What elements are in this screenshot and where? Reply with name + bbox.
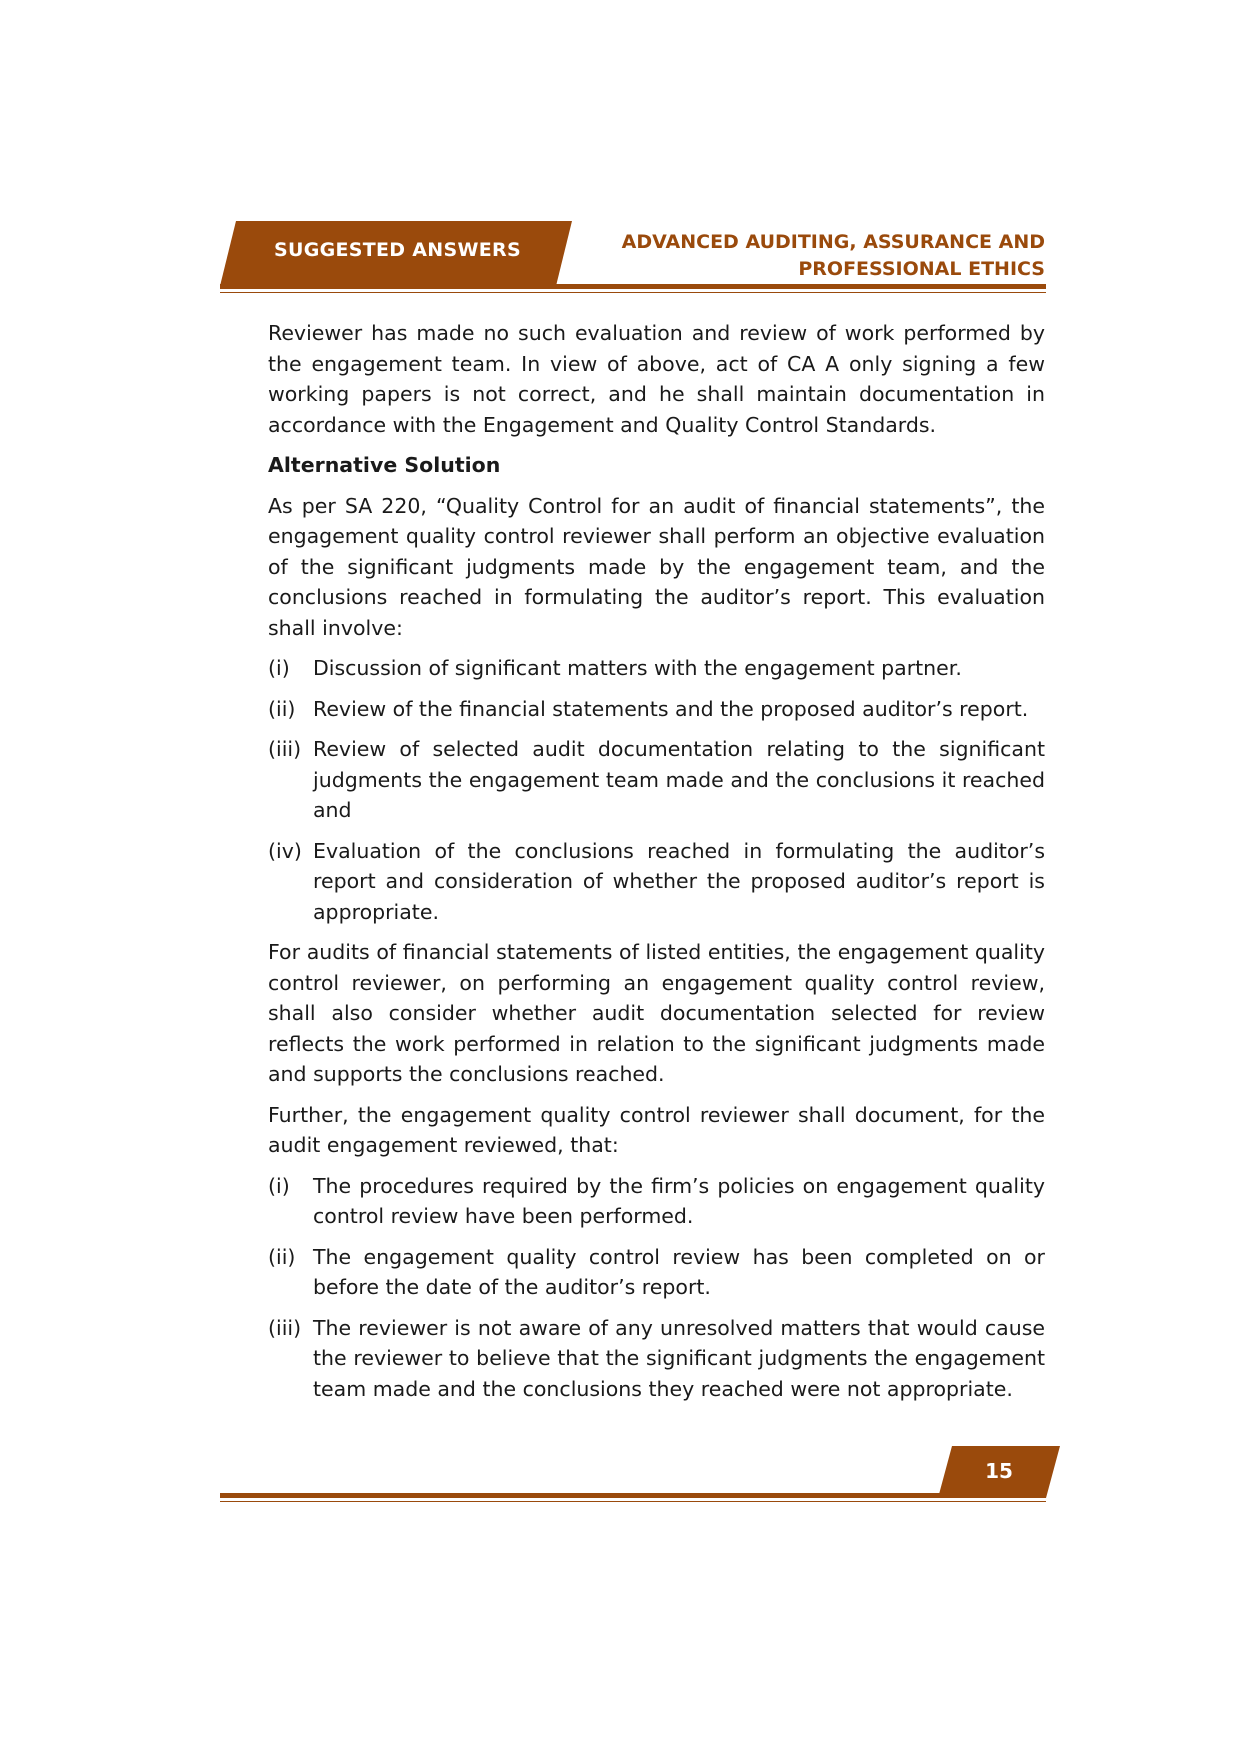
header-tab-label: SUGGESTED ANSWERS: [274, 239, 521, 261]
list-text: The engagement quality control review has been completed on or before the date of the auditor’s report.: [313, 1244, 1045, 1299]
list-text: Discussion of significant matters with the engagement partner.: [313, 656, 962, 680]
list-text: The procedures required by the firm’s policies on engagement quality control review have been performed.: [313, 1173, 1045, 1228]
list-number: (i): [268, 1173, 290, 1198]
list-item: [268, 836, 1045, 928]
list-text: The reviewer is not aware of any unresolved matters that would cause the reviewer to believe that the significant judgments the engagement team made and the conclusions they reached were not appropriate.: [313, 1315, 1045, 1401]
list-number: (i): [268, 656, 290, 680]
list-number: (iv): [268, 838, 302, 863]
page-content: [268, 318, 1045, 1414]
footer-rule-thin: [220, 1501, 1046, 1502]
list-number: (iii): [268, 1315, 302, 1340]
section-heading: Alternative Solution: [268, 453, 501, 477]
page-number: 15: [985, 1459, 1013, 1483]
evaluation-list: [268, 653, 1045, 927]
documentation-list: [268, 1171, 1045, 1405]
list-item: [268, 1242, 1045, 1303]
header-title: [622, 229, 1045, 283]
list-number: (iii): [268, 737, 302, 761]
paragraph-1: Reviewer has made no such evaluation and review of work performed by the engagement team. In view of above, act of CA A only signing a few working papers is not correct, and he shall maintain documentation in accordance with the Engagement and Quality Control Standards.: [268, 321, 1045, 437]
paragraph-2: As per SA 220, “Quality Control for an audit of financial statements”, the engagement quality control reviewer shall perform an objective evaluation of the significant judgments made by the engagement team, and the conclusions reached in formulating the auditor’s report. This evaluation shall involve:: [268, 493, 1045, 640]
paragraph-3: For audits of financial statements of listed entities, the engagement quality control reviewer, on performing an engagement quality control review, shall also consider whether audit documentation selected for review reflects the work performed in relation to the significant judgments made and supports the conclusions reached.: [268, 940, 1045, 1086]
list-item: [268, 734, 1045, 826]
list-item: [268, 1171, 1045, 1232]
list-item: [268, 653, 1045, 684]
paragraph-4: Further, the engagement quality control reviewer shall document, for the audit engagement reviewed, that:: [268, 1102, 1045, 1157]
header-rule: [220, 284, 1046, 289]
list-number: (ii): [268, 1244, 296, 1269]
list-number: (ii): [268, 696, 296, 721]
header-title-line2: PROFESSIONAL ETHICS: [798, 258, 1045, 280]
list-item: [268, 694, 1045, 725]
footer-rule: [220, 1493, 1046, 1498]
header-title-line1: ADVANCED AUDITING, ASSURANCE AND: [621, 231, 1045, 253]
list-text: Review of the financial statements and the proposed auditor’s report.: [313, 696, 1029, 721]
list-text: Evaluation of the conclusions reached in formulating the auditor’s report and consideration of whether the proposed auditor’s report is appropriate.: [313, 838, 1045, 924]
header-rule-thin: [220, 292, 1046, 293]
list-item: [268, 1313, 1045, 1405]
list-text: Review of selected audit documentation relating to the significant judgments the engagement team made and the conclusions it reached and: [313, 737, 1045, 822]
